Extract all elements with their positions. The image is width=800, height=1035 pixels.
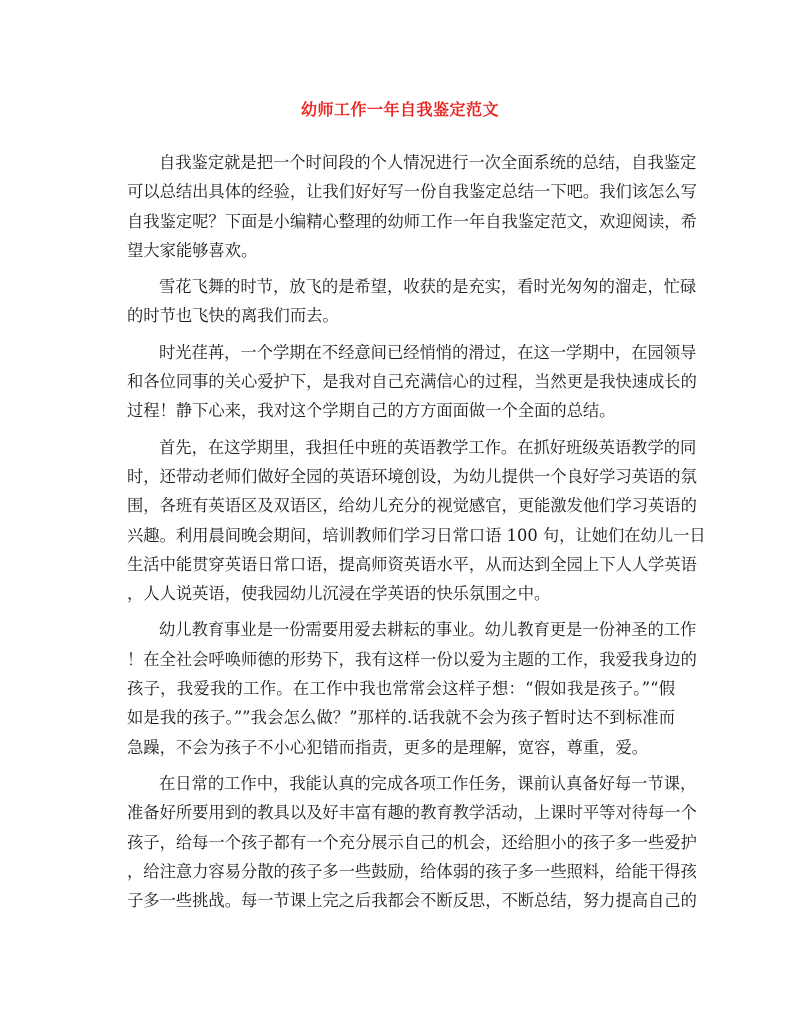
paragraph-line: 和各位同事的关心爱护下，是我对自己充满信心的过程，当然更是我快速成长的 (127, 372, 697, 392)
paragraph-line: 如是我的孩子。””我会怎么做？”那样的.话我就不会为孩子暂时达不到标准而 (127, 708, 675, 728)
paragraph-line: 可以总结出具体的经验，让我们好好写一份自我鉴定总结一下吧。我们该怎么写 (127, 182, 697, 202)
paragraph-line: 孩子，给每一个孩子都有一个充分展示自己的机会，还给胆小的孩子多一些爱护 (127, 832, 697, 852)
paragraph-line: 雪花飞舞的时节，放飞的是希望，收获的是充实，看时光匆匆的溜走，忙碌 (159, 277, 697, 297)
paragraph-line: 过程！静下心来，我对这个学期自己的方方面面做一个全面的总结。 (127, 401, 616, 421)
paragraph-line: 准备好所要用到的教具以及好丰富有趣的教育教学活动，上课时平等对待每一个 (127, 803, 697, 823)
paragraph-line: 兴趣。利用晨间晚会期间，培训教师们学习日常口语 100 句，让她们在幼儿一日 (127, 525, 706, 545)
paragraph-line: 在日常的工作中，我能认真的完成各项工作任务，课前认真备好每一节课， (159, 773, 697, 793)
paragraph-line: 望大家能够喜欢。 (127, 240, 258, 260)
paragraph-5 (127, 615, 697, 761)
paragraph-6 (127, 769, 697, 915)
paragraph-4 (127, 433, 706, 609)
document-title: 幼师工作一年自我鉴定范文 (300, 100, 499, 119)
paragraph-line: ，给注意力容易分散的孩子多一些鼓励，给体弱的孩子多一些照料，给能干得孩 (127, 861, 697, 881)
paragraph-1 (127, 148, 697, 265)
paragraph-3 (127, 338, 697, 426)
paragraph-line: 时，还带动老师们做好全园的英语环境创设，为幼儿提供一个良好学习英语的氛 (127, 466, 697, 486)
paragraph-line: 的时节也飞快的离我们而去。 (127, 306, 339, 326)
paragraph-line: 时光荏苒，一个学期在不经意间已经悄悄的滑过，在这一学期中，在园领导 (159, 342, 697, 362)
paragraph-line: 自我鉴定就是把一个时间段的个人情况进行一次全面系统的总结，自我鉴定 (159, 153, 697, 172)
paragraph-line: 孩子，我爱我的工作。在工作中我也常常会这样子想：“假如我是孩子。”“假 (127, 679, 675, 699)
paragraph-line: 首先，在这学期里，我担任中班的英语教学工作。在抓好班级英语教学的同 (159, 437, 697, 457)
paragraph-line: 围，各班有英语区及双语区，给幼儿充分的视觉感官，更能激发他们学习英语的 (127, 496, 697, 516)
paragraph-line: 自我鉴定呢？下面是小编精心整理的幼师工作一年自我鉴定范文，欢迎阅读，希 (127, 211, 697, 231)
paragraph-line: 幼儿教育事业是一份需要用爱去耕耘的事业。幼儿教育更是一份神圣的工作 (159, 620, 697, 640)
paragraph-2 (127, 272, 697, 331)
paragraph-line: 生活中能贯穿英语日常口语，提高师资英语水平，从而达到全园上下人人学英语 (127, 554, 697, 574)
paragraph-line: 急躁，不会为孩子不小心犯错而指责，更多的是理解，宽容，尊重，爱。 (127, 737, 649, 757)
paragraph-line: ！在全社会呼唤师德的形势下，我有这样一份以爱为主题的工作，我爱我身边的 (127, 649, 697, 669)
document-body (127, 148, 706, 922)
paragraph-line: 子多一些挑战。每一节课上完之后我都会不断反思，不断总结，努力提高自己的 (127, 891, 697, 911)
paragraph-line: ，人人说英语，使我园幼儿沉浸在学英语的快乐氛围之中。 (127, 584, 551, 604)
